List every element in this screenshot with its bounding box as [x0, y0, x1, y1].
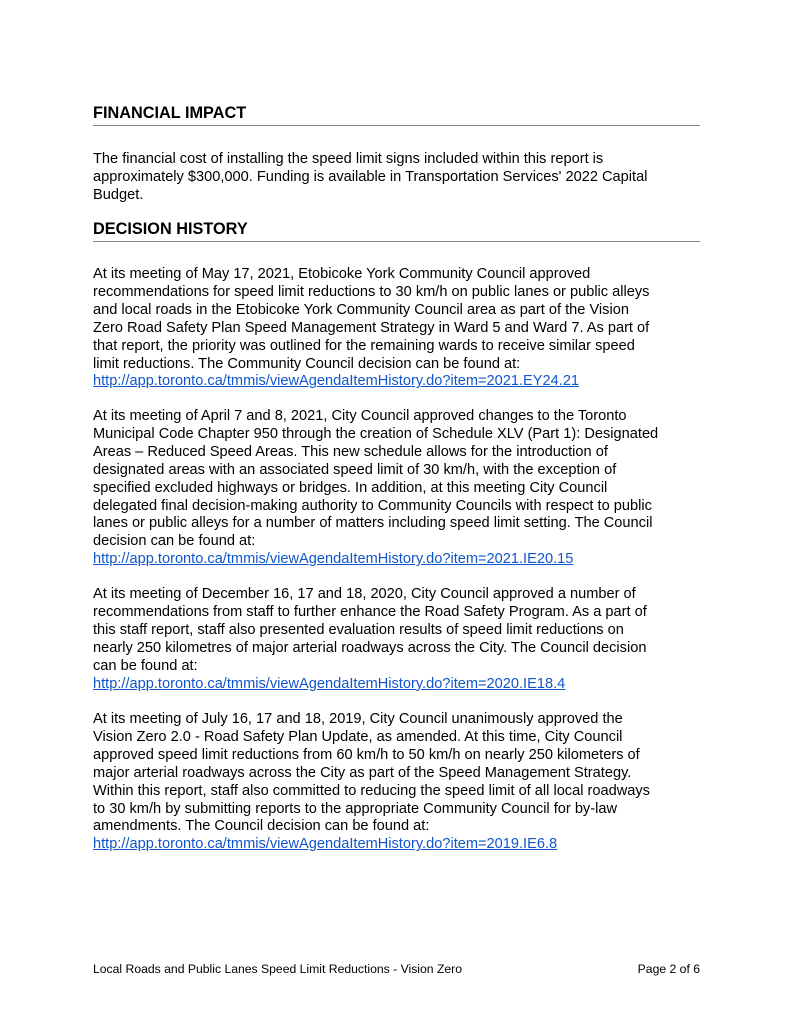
paragraph-line: At its meeting of April 7 and 8, 2021, City Council approved changes to the Toronto: [93, 408, 627, 424]
paragraph-line: Zero Road Safety Plan Speed Management Strategy in Ward 5 and Ward 7. As part of: [93, 319, 650, 336]
paragraph-line: limit reductions. The Community Council decision can be found at:: [93, 355, 521, 372]
paragraph-line: amendments. The Council decision can be found at:: [93, 818, 430, 835]
paragraph-line: decision can be found at:: [93, 533, 256, 550]
paragraph-line: designated areas with an associated speed limit of 30 km/h, with the exception of: [93, 461, 617, 478]
paragraph-line: At its meeting of July 16, 17 and 18, 2019, City Council unanimously approved the: [93, 711, 623, 727]
paragraph-line: Municipal Code Chapter 950 through the creation of Schedule XLV (Part 1): Designated: [93, 425, 659, 442]
paragraph-line: approximately $300,000. Funding is available in Transportation Services' 2022 Capital: [93, 168, 648, 185]
paragraph-line: that report, the priority was outlined for the remaining wards to receive similar speed: [93, 337, 635, 354]
paragraph-line: to 30 km/h by submitting reports to the appropriate Community Council for by-law: [93, 800, 617, 817]
paragraph-line: delegated final decision-making authority to Community Councils with respect to public: [93, 497, 652, 514]
paragraph-line: Within this report, staff also committed to reducing the speed limit of all local roadways: [93, 782, 650, 799]
paragraph-line: recommendations from staff to further enhance the Road Safety Program. As a part of: [93, 603, 647, 620]
paragraph-line: can be found at:: [93, 657, 198, 674]
paragraph-line: At its meeting of May 17, 2021, Etobicoke York Community Council approved: [93, 266, 591, 282]
decision-link-2019-ie6-8[interactable]: http://app.toronto.ca/tmmis/viewAgendaItemHistory.do?item=2019.IE6.8: [93, 836, 558, 853]
footer-report-title: Local Roads and Public Lanes Speed Limit Reductions - Vision Zero: [93, 962, 462, 976]
paragraph-line: The financial cost of installing the speed limit signs included within this report is: [93, 151, 604, 167]
decision-link-2020-ie18-4[interactable]: http://app.toronto.ca/tmmis/viewAgendaItemHistory.do?item=2020.IE18.4: [93, 675, 566, 692]
decision-history-paragraph-2: [93, 408, 700, 569]
decision-history-heading: DECISION HISTORY: [93, 219, 700, 242]
decision-link-2021-ie20-15[interactable]: http://app.toronto.ca/tmmis/viewAgendaItemHistory.do?item=2021.IE20.15: [93, 551, 574, 568]
paragraph-line: nearly 250 kilometres of major arterial roadways across the City. The Council decision: [93, 639, 647, 656]
paragraph-line: major arterial roadways across the City as part of the Speed Management Strategy.: [93, 764, 632, 781]
financial-impact-heading: FINANCIAL IMPACT: [93, 103, 700, 126]
paragraph-line: this staff report, staff also presented evaluation results of speed limit reductions on: [93, 621, 624, 638]
paragraph-line: approved speed limit reductions from 60 km/h to 50 km/h on nearly 250 kilometers of: [93, 746, 640, 763]
paragraph-line: Vision Zero 2.0 - Road Safety Plan Update, as amended. At this time, City Council: [93, 728, 623, 745]
paragraph-line: specified excluded highways or bridges. In addition, at this meeting City Council: [93, 479, 608, 496]
decision-history-paragraph-1: [93, 266, 700, 391]
financial-impact-paragraph: [93, 151, 700, 205]
decision-link-2021-ey24-21[interactable]: http://app.toronto.ca/tmmis/viewAgendaItemHistory.do?item=2021.EY24.21: [93, 373, 580, 390]
paragraph-line: At its meeting of December 16, 17 and 18, 2020, City Council approved a number of: [93, 586, 636, 602]
decision-history-paragraph-4: [93, 711, 700, 854]
decision-history-paragraph-3: [93, 586, 700, 693]
paragraph-line: recommendations for speed limit reductions to 30 km/h on public lanes or public alleys: [93, 283, 650, 300]
paragraph-line: Budget.: [93, 186, 144, 203]
paragraph-line: lanes or public alleys for a number of matters including speed limit setting. The Council: [93, 515, 653, 532]
paragraph-line: Areas – Reduced Speed Areas. This new schedule allows for the introduction of: [93, 443, 608, 460]
footer-page-number: Page 2 of 6: [637, 962, 700, 976]
paragraph-line: and local roads in the Etobicoke York Community Council area as part of the Vision: [93, 301, 629, 318]
